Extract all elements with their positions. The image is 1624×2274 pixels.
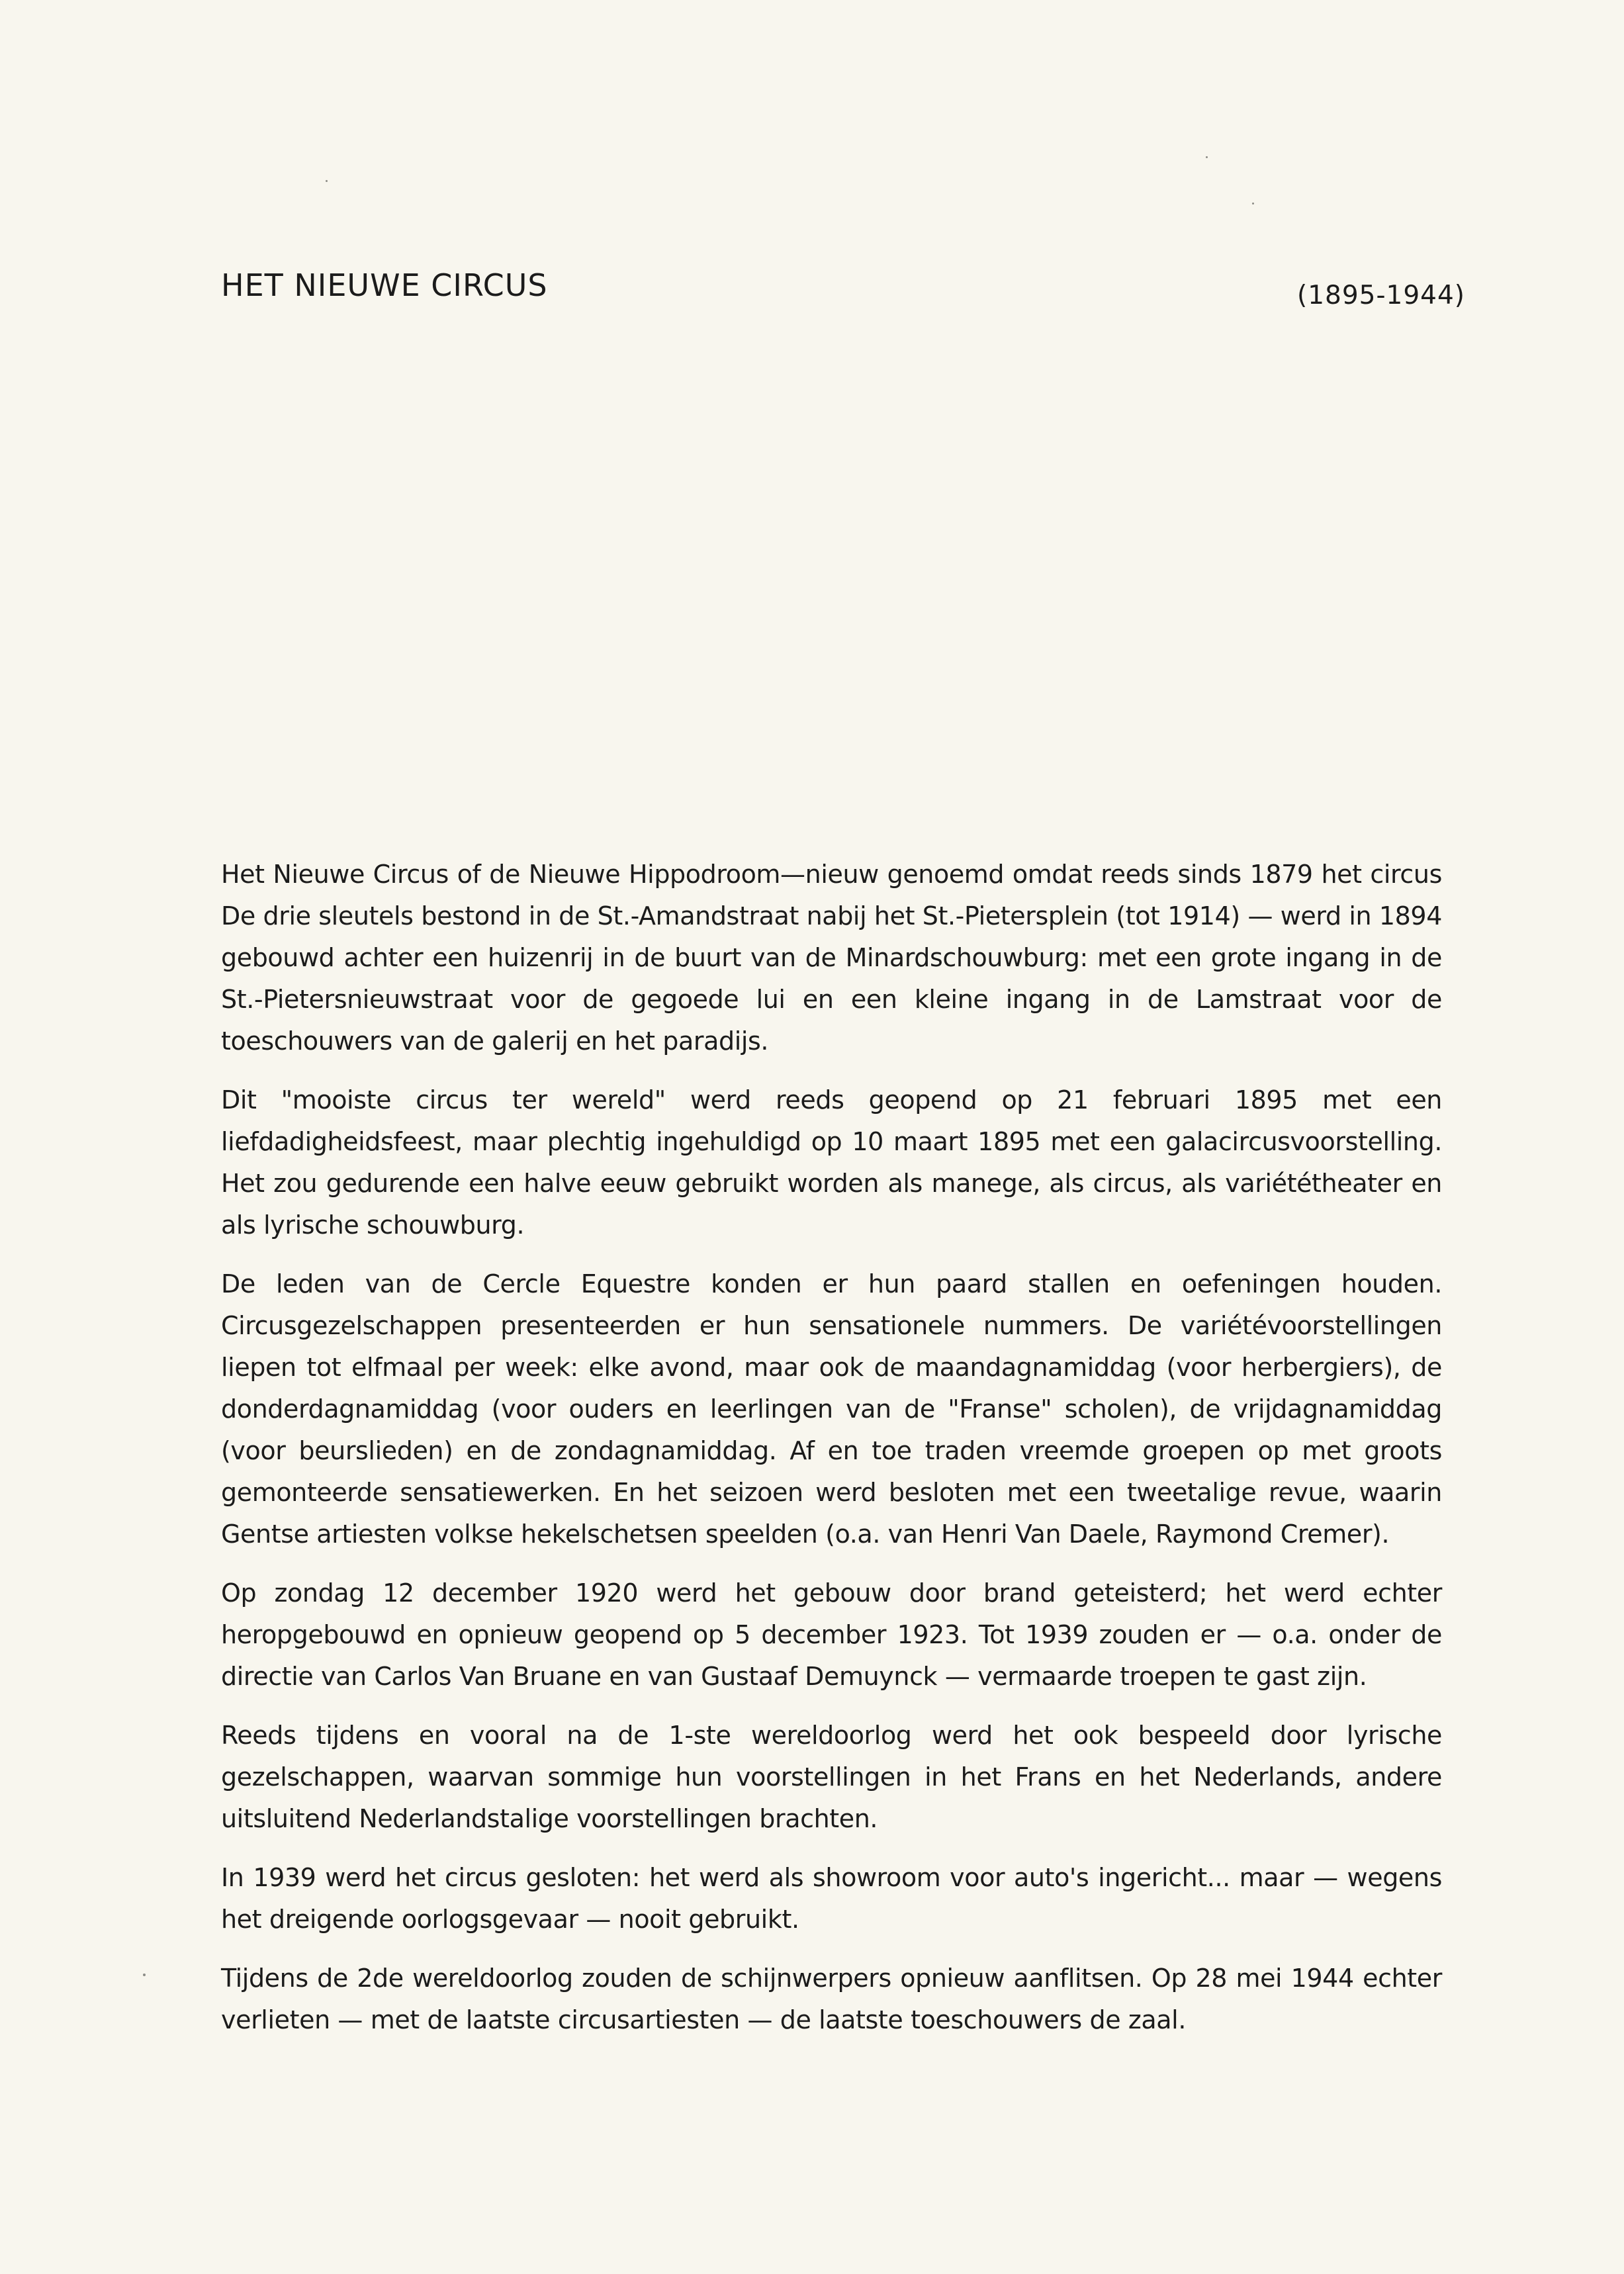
paper-speck: [1252, 203, 1254, 205]
paragraph-6: In 1939 werd het circus gesloten: het werd als showroom voor auto's ingericht... maar — wegens het dreigende oorlogsgevaar — nooit gebruikt.: [221, 1863, 1442, 1934]
paragraph-7: Tijdens de 2de wereldoorlog zouden de schijnwerpers opnieuw aanflitsen. Op 28 mei 1944 echter verlieten — met de laatste circusartiesten — de laatste toeschouwers de zaal.: [221, 1964, 1442, 2034]
paragraph-4: Op zondag 12 december 1920 werd het gebouw door brand geteisterd; het werd echter heropgebouwd en opnieuw geopend op 5 december 1923. Tot 1939 zouden er — o.a. onder de directie van Carlos Van Bruane en van Gustaaf Demuynck — vermaarde troepen te gast zijn.: [221, 1578, 1442, 1691]
paper-speck: [1206, 156, 1208, 158]
paragraph-2: Dit "mooiste circus ter wereld" werd reeds geopend op 21 februari 1895 met een liefdadigheidsfeest, maar plechtig ingehuldigd op 10 maart 1895 met een galacircusvoorstelling. Het zou gedurende een halve eeuw gebruikt worden als manege, als circus, als variététheater en als lyrische schouwburg.: [221, 1085, 1442, 1240]
document-body: [221, 854, 1442, 2058]
paragraph-1: Het Nieuwe Circus of de Nieuwe Hippodroom—nieuw genoemd omdat reeds sinds 1879 het circus De drie sleutels bestond in de St.-Amandstraat nabij het St.-Pietersplein (tot 1914) — werd in 1894 gebouwd achter een huizenrij in de buurt van de Minardschouwburg: met een grote ingang in de St.-Pietersnieuwstraat voor de gegoede lui en een kleine ingang in de Lamstraat voor de toeschouwers van de galerij en het paradijs.: [221, 860, 1442, 1056]
paragraph-5: Reeds tijdens en vooral na de 1-ste wereldoorlog werd het ook bespeeld door lyrische gezelschappen, waarvan sommige hun voorstellingen in het Frans en het Nederlands, andere uitsluitend Nederlandstalige voorstellingen brachten.: [221, 1721, 1442, 1833]
paragraph-3: De leden van de Cercle Equestre konden er hun paard stallen en oefeningen houden. Circusgezelschappen presenteerden er hun sensationele nummers. De variétévoorstellingen liepen tot elfmaal per week: elke avond, maar ook de maandagnamiddag (voor herbergiers), de donderdagnamiddag (voor ouders en leerlingen van de "Franse" scholen), de vrijdagnamiddag (voor beurslieden) en de zondagnamiddag. Af en toe traden vreemde groepen op met groots gemonteerde sensatiewerken. En het seizoen werd besloten met een tweetalige revue, waarin Gentse artiesten volkse hekelschetsen speelden (o.a. van Henri Van Daele, Raymond Cremer).: [221, 1269, 1442, 1549]
document-title: HET NIEUWE CIRCUS: [221, 267, 548, 303]
paper-speck: [326, 180, 328, 182]
document-dates: (1895-1944): [1297, 281, 1466, 310]
paper-speck: [143, 1974, 146, 1976]
